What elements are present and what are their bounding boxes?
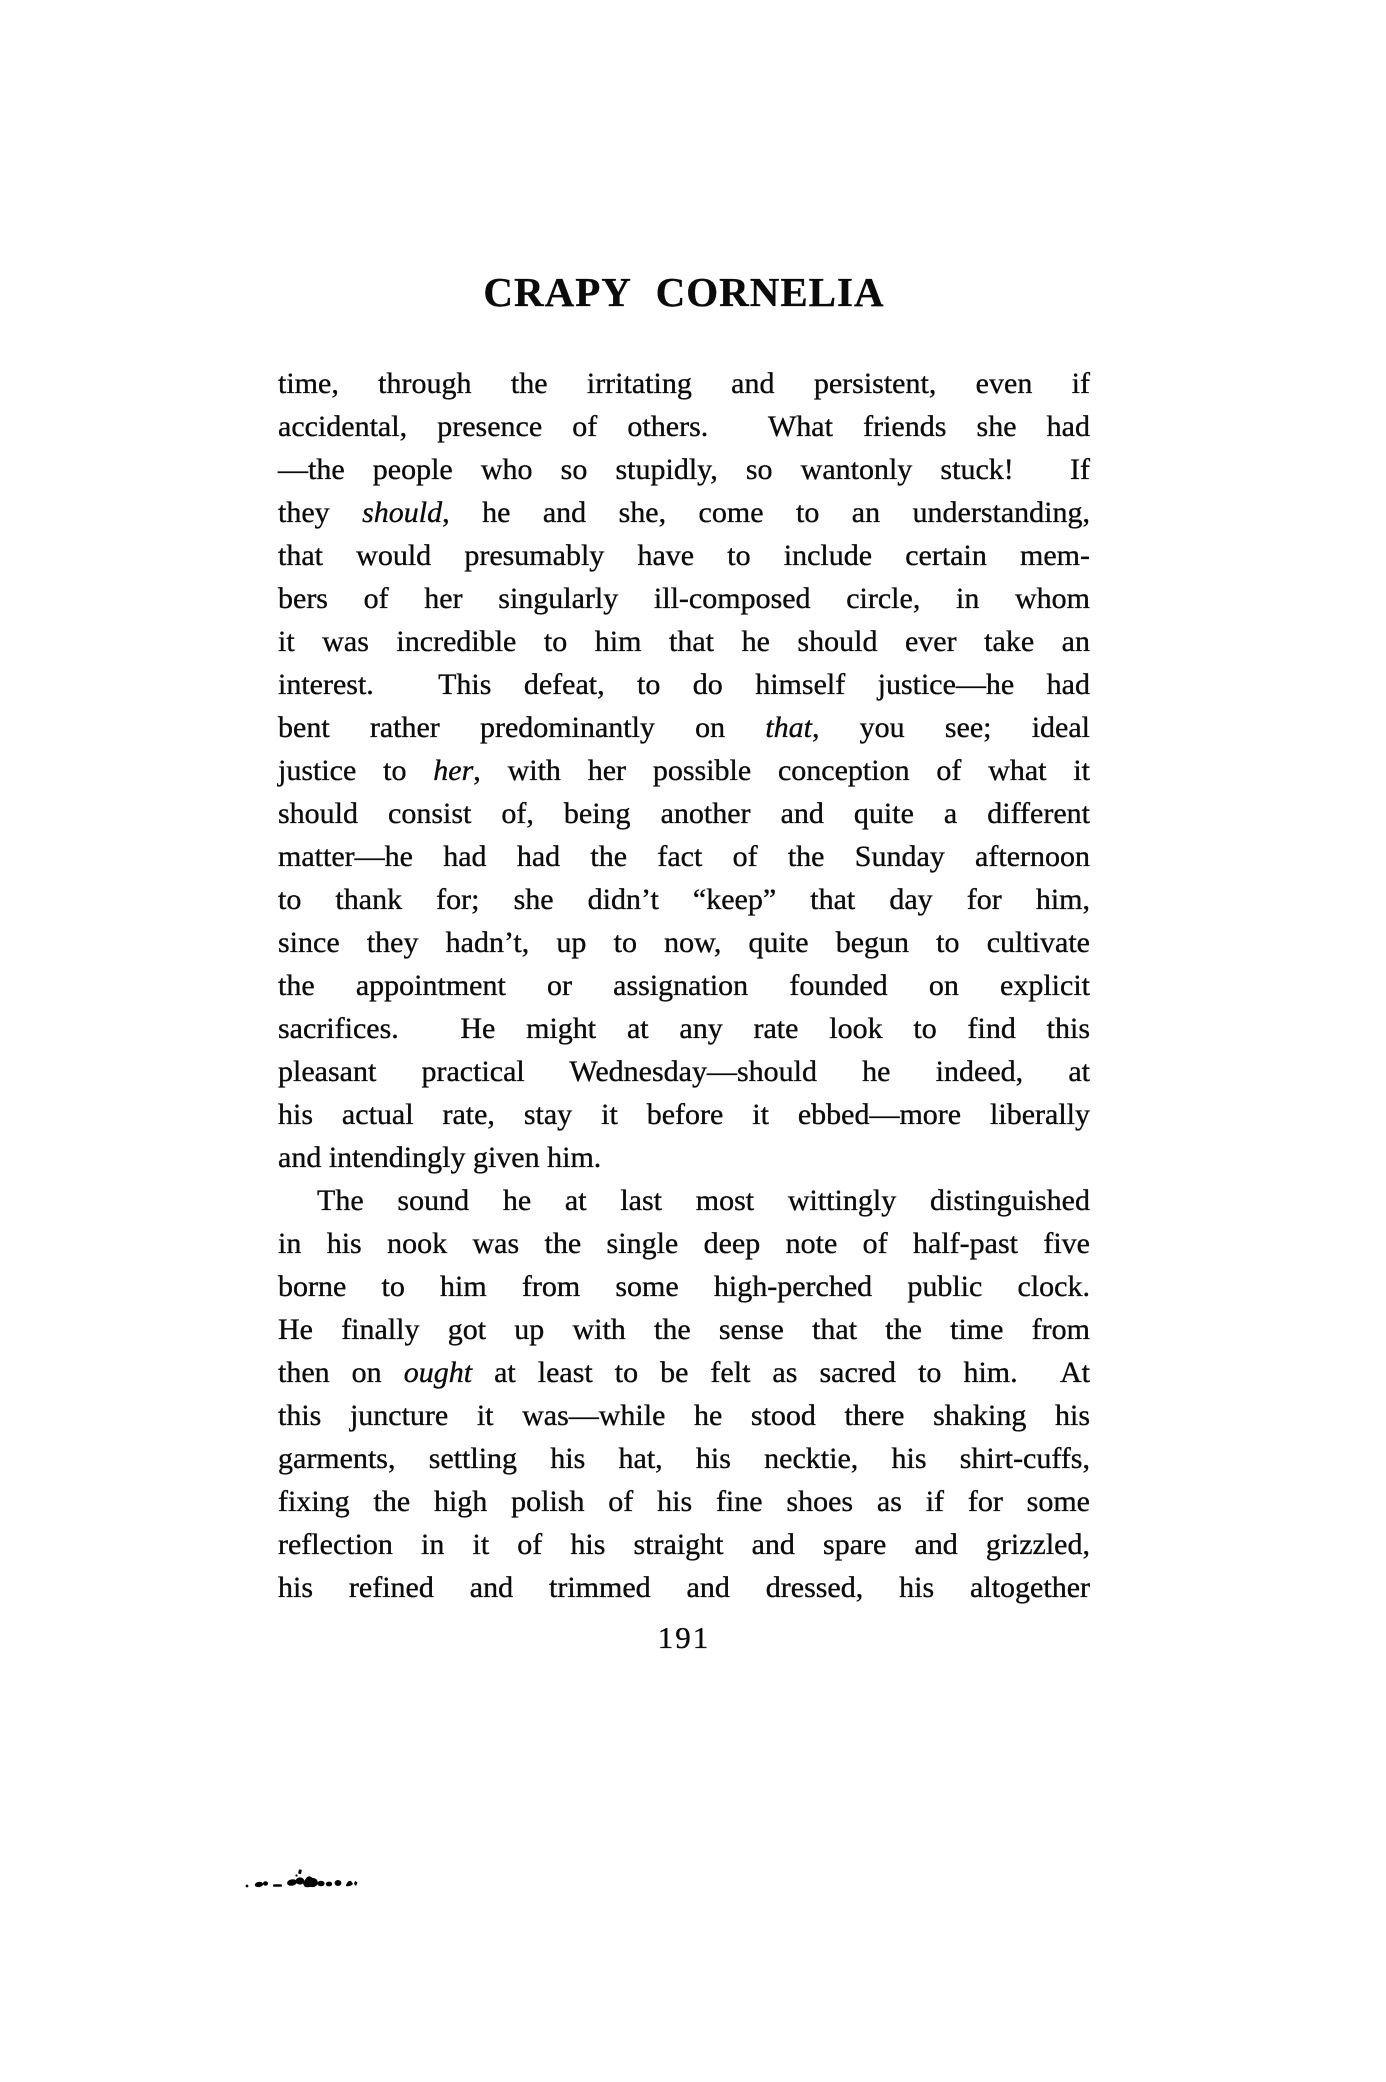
text-line: pleasant practical Wednesday—should he indeed, at (278, 1055, 1090, 1088)
text-line: He finally got up with the sense that the time from (278, 1313, 1090, 1346)
page-title: CRAPY CORNELIA (483, 269, 885, 315)
text-line: justice to her, with her possible conception of what it (278, 754, 1090, 787)
ink-smudge (243, 1868, 361, 1894)
body-text (278, 362, 1090, 1609)
text-line: sacrifices. He might at any rate look to find this (278, 1012, 1090, 1045)
text-line: bent rather predominantly on that, you see; ideal (278, 711, 1090, 744)
text-line: they should, he and she, come to an understanding, (278, 496, 1090, 529)
text-line: to thank for; she didn’t “keep” that day for him, (278, 883, 1090, 916)
text-line: this juncture it was—while he stood there shaking his (278, 1399, 1090, 1432)
page-number: 191 (657, 1620, 711, 1655)
text-line: accidental, presence of others. What friends she had (278, 410, 1090, 443)
text-line: should consist of, being another and quite a different (278, 797, 1090, 830)
text-line: his refined and trimmed and dressed, his altogether (278, 1571, 1090, 1604)
text-line: reflection in it of his straight and spare and grizzled, (278, 1528, 1090, 1561)
text-line: that would presumably have to include certain mem- (278, 539, 1090, 572)
text-line: and intendingly given him. (278, 1141, 602, 1174)
text-line: it was incredible to him that he should ever take an (278, 625, 1090, 658)
text-line: garments, settling his hat, his necktie, his shirt-cuffs, (278, 1442, 1090, 1475)
text-line: in his nook was the single deep note of half-past five (278, 1227, 1090, 1260)
text-line: interest. This defeat, to do himself justice—he had (278, 668, 1090, 701)
text-line: matter—he had had the fact of the Sunday afternoon (278, 840, 1090, 873)
text-line: The sound he at last most wittingly distinguished (317, 1184, 1090, 1217)
text-line: time, through the irritating and persistent, even if (278, 367, 1090, 400)
text-line: borne to him from some high-perched public clock. (278, 1270, 1090, 1303)
text-line: since they hadn’t, up to now, quite begun to cultivate (278, 926, 1090, 959)
text-line: then on ought at least to be felt as sacred to him. At (278, 1356, 1091, 1389)
text-line: the appointment or assignation founded on explicit (278, 969, 1090, 1002)
text-line: —the people who so stupidly, so wantonly stuck! If (278, 453, 1090, 486)
text-line: fixing the high polish of his fine shoes as if for some (278, 1485, 1090, 1518)
text-line: bers of her singularly ill-composed circle, in whom (278, 582, 1090, 615)
text-line: his actual rate, stay it before it ebbed—more liberally (278, 1098, 1090, 1131)
